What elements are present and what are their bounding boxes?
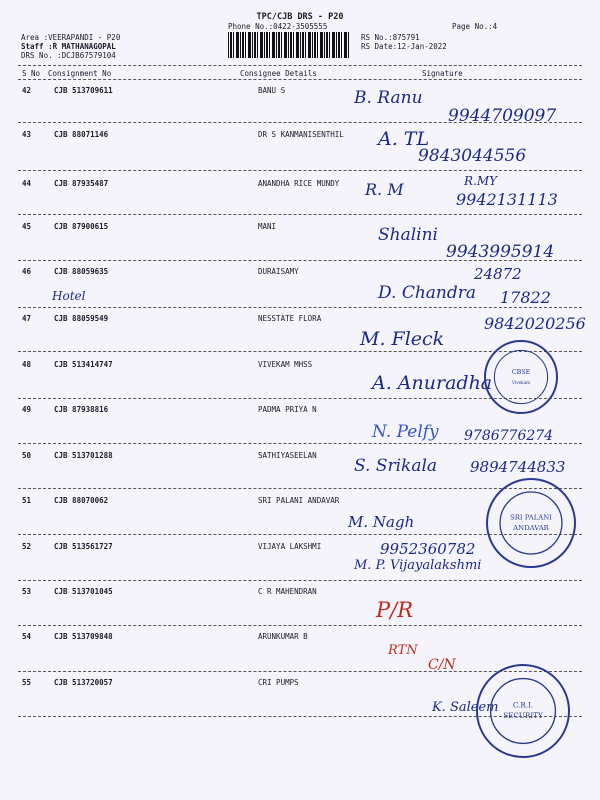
- row-consignment-no: CJB 513561727: [54, 542, 113, 551]
- row-sno: 45: [22, 222, 32, 231]
- row-divider: [18, 307, 582, 308]
- note-row-46: Hotel: [52, 289, 86, 303]
- rs-number: RS No.:875791: [361, 33, 420, 42]
- phone-row-45: 9943995914: [446, 242, 555, 262]
- table-row: [0, 130, 600, 140]
- signature-row-49: N. Pelfy: [372, 422, 439, 442]
- phone-row-43: 9843044556: [418, 146, 527, 166]
- row-consignee: ANANDHA RICE MUNDY: [258, 179, 340, 188]
- row-consignee: PADMA PRIYA N: [258, 405, 317, 414]
- row-divider: [18, 625, 582, 626]
- phone-row-49: 9786776274: [464, 428, 554, 444]
- signature-row-46: D. Chandra: [378, 283, 477, 303]
- school-seal-graphic: [486, 342, 556, 412]
- svg-text:C.R.I.: C.R.I.: [512, 700, 534, 710]
- row-sno: 48: [22, 360, 32, 369]
- row-consignment-no: CJB 87900615: [54, 222, 109, 231]
- signature-row-53: P/R: [376, 598, 414, 622]
- col-header-signature: Signature: [422, 69, 463, 78]
- row-sno: 49: [22, 405, 32, 414]
- row-consignment-no: CJB 513709611: [54, 86, 113, 95]
- foundry-security-stamp: [476, 664, 570, 758]
- svg-text:SECURITY: SECURITY: [503, 711, 543, 721]
- row-consignment-no: CJB 513720057: [54, 678, 113, 687]
- rs-date: RS Date:12-Jan-2022: [361, 42, 447, 51]
- signature-row-55: K. Saleem: [432, 700, 499, 715]
- row-consignment-no: CJB 88071146: [54, 130, 109, 139]
- signature-row-44: R. M: [365, 180, 404, 199]
- signature-row-47: M. Fleck: [360, 328, 445, 350]
- row-sno: 52: [22, 542, 32, 551]
- note-row-54: RTN: [388, 643, 418, 658]
- row-consignee: C R MAHENDRAN: [258, 587, 317, 596]
- row-consignee: VIVEKAM MHSS: [258, 360, 313, 369]
- row-consignee: DURAISAMY: [258, 267, 299, 276]
- note-row-44: R.MY: [464, 174, 498, 188]
- industries-seal-graphic: [488, 480, 574, 566]
- sheet-title: TPC/CJB DRS - P20: [256, 12, 344, 22]
- table-row: [0, 86, 600, 96]
- row-sno: 54: [22, 632, 32, 641]
- phone-row-42: 9944709097: [448, 106, 557, 126]
- row-sno: 47: [22, 314, 32, 323]
- table-row: [0, 179, 600, 189]
- signature-row-43: A. TL: [378, 128, 430, 150]
- staff: Staff :R MATHANAGOPAL: [21, 42, 116, 51]
- row-divider: [18, 170, 582, 171]
- table-row: [0, 222, 600, 232]
- table-row: [0, 632, 600, 642]
- phone-number: Phone No.:0422-3505555: [228, 22, 328, 31]
- number2-row-46: 17822: [500, 288, 551, 307]
- foundry-security-graphic: [478, 666, 568, 756]
- row-consignment-no: CJB 513414747: [54, 360, 113, 369]
- row-sno: 55: [22, 678, 32, 687]
- svg-text:SRI PALANI: SRI PALANI: [509, 513, 553, 522]
- row-consignee: MANI: [258, 222, 277, 231]
- page-number: Page No.:4: [452, 22, 498, 31]
- row-sno: 46: [22, 267, 32, 276]
- phone-row-44: 9942131113: [456, 190, 558, 209]
- row-sno: 53: [22, 587, 32, 596]
- row-consignment-no: CJB 88059635: [54, 267, 109, 276]
- row-consignment-no: CJB 87938816: [54, 405, 109, 414]
- col-header-consignee: Consignee Details: [240, 69, 317, 78]
- signature-row-48: A. Anuradha: [372, 372, 493, 394]
- row-sno: 42: [22, 86, 32, 95]
- row-consignment-no: CJB 513709848: [54, 632, 113, 641]
- signature-row-51: M. Nagh: [348, 513, 415, 531]
- signature-row-50: S. Srikala: [354, 456, 438, 476]
- barcode: [228, 32, 350, 58]
- row-sno: 51: [22, 496, 32, 505]
- phone-row-47: 9842020256: [484, 314, 586, 333]
- row-consignment-no: CJB 88070062: [54, 496, 109, 505]
- row-consignment-no: CJB 88059549: [54, 314, 109, 323]
- row-consignment-no: CJB 513701288: [54, 451, 113, 460]
- phone-row-50: 9894744833: [470, 458, 566, 476]
- number-row-46: 24872: [474, 265, 522, 283]
- row-consignee: BANU S: [258, 86, 286, 95]
- row-consignee: NESSTATE FLORA: [258, 314, 322, 323]
- row-consignment-no: CJB 513701045: [54, 587, 113, 596]
- note2-row-54: C/N: [428, 657, 456, 673]
- row-consignee: ARUNKUMAR B: [258, 632, 308, 641]
- row-sno: 43: [22, 130, 32, 139]
- col-header-consignment: Consignment No: [48, 69, 112, 78]
- column-header-divider: [18, 79, 582, 80]
- signature-row-45: Shalini: [378, 225, 438, 245]
- svg-text:Vivekam: Vivekam: [511, 380, 531, 385]
- signature-row-52: M. P. Vijayalakshmi: [354, 558, 482, 573]
- signature-row-42: B. Ranu: [354, 88, 423, 108]
- svg-text:ANDAVAR: ANDAVAR: [513, 523, 549, 532]
- table-row: [0, 587, 600, 597]
- col-header-sno: S No: [22, 69, 41, 78]
- area: Area :VEERAPANDI - P20: [21, 33, 121, 42]
- svg-text:CBSE: CBSE: [511, 369, 531, 377]
- row-consignee: CRI PUMPS: [258, 678, 299, 687]
- phone-row-52: 9952360782: [380, 540, 476, 558]
- row-consignment-no: CJB 87935487: [54, 179, 109, 188]
- drs-number: DRS No. :DCJB67579104: [21, 51, 116, 60]
- row-sno: 44: [22, 179, 32, 188]
- row-consignee: VIJAYA LAKSHMI: [258, 542, 322, 551]
- row-divider: [18, 580, 582, 581]
- row-sno: 50: [22, 451, 32, 460]
- header-divider: [18, 65, 582, 66]
- row-consignee: DR S KANMANISENTHIL: [258, 130, 344, 139]
- row-consignee: SRI PALANI ANDAVAR: [258, 496, 340, 505]
- school-seal-stamp: [484, 340, 558, 414]
- row-divider: [18, 214, 582, 215]
- industries-seal-stamp: [486, 478, 576, 568]
- row-consignee: SATHIYASEELAN: [258, 451, 317, 460]
